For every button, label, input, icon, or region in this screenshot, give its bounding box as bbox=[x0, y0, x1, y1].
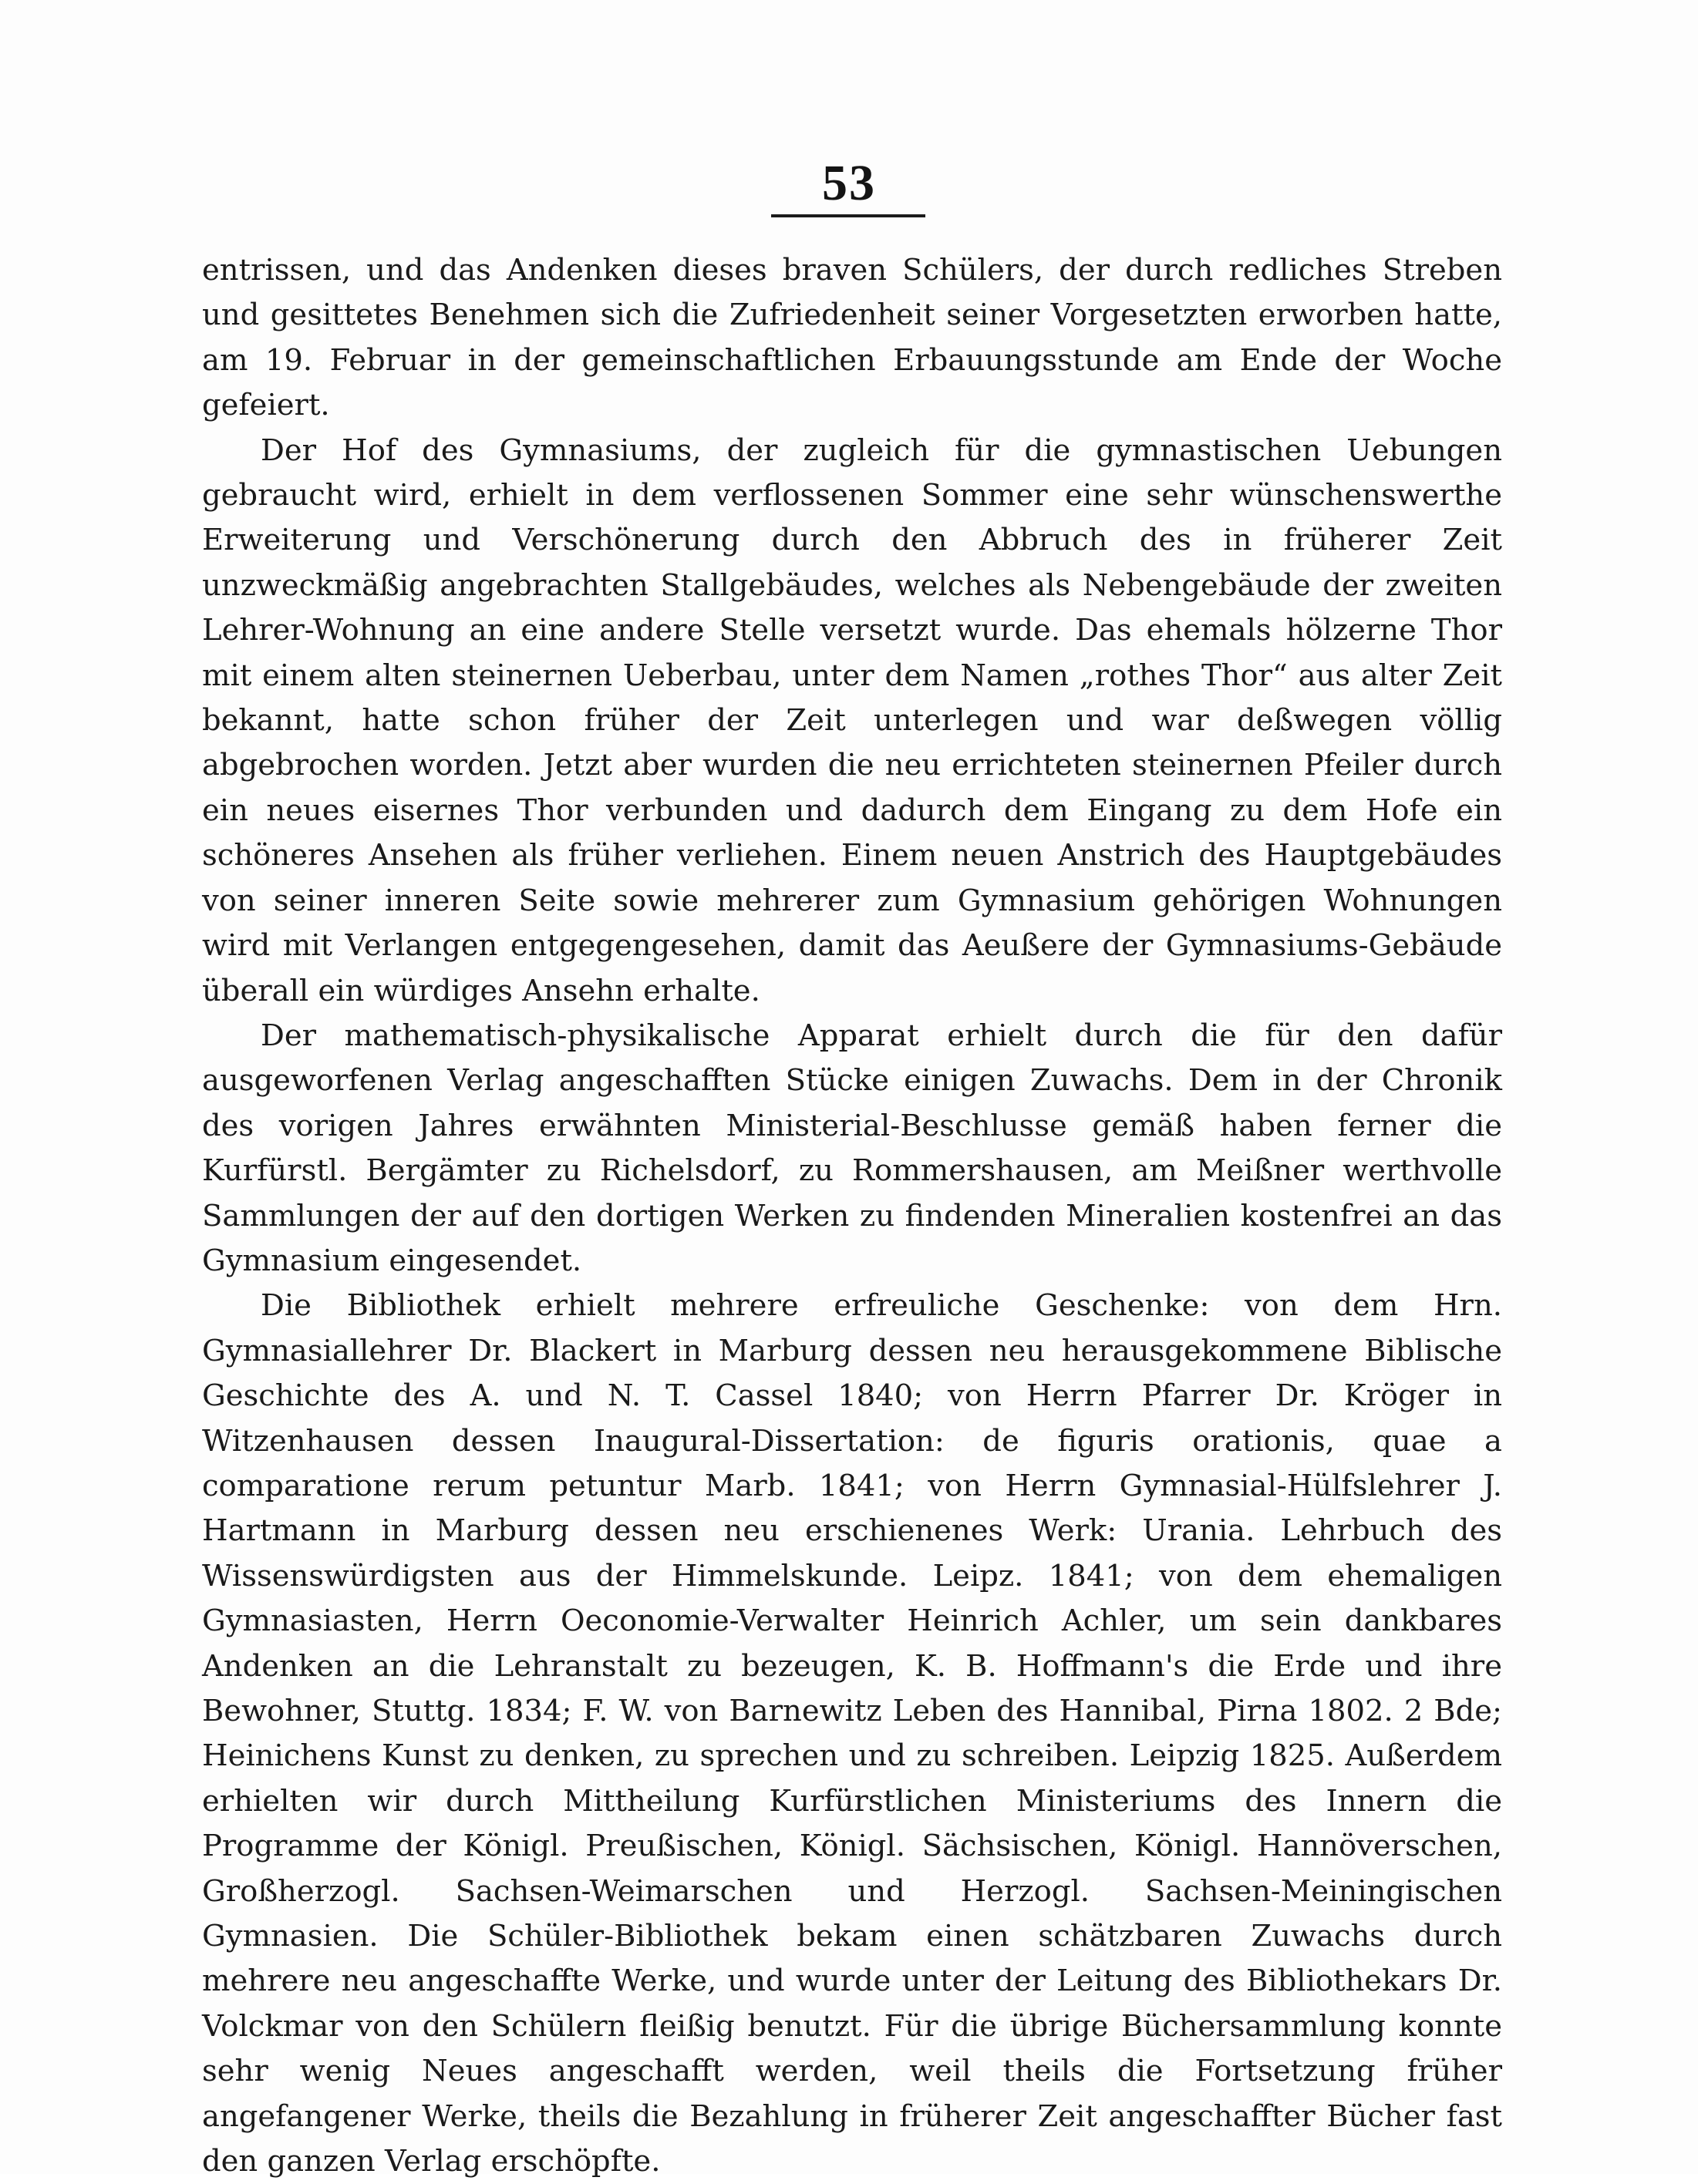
page-number: 53 bbox=[822, 155, 876, 211]
paragraph-3: Der mathematisch-physikalische Apparat erhielt durch die für den dafür ausgeworfenen Verlag angeschafften Stücke einigen Zuwachs. Dem in der Chronik des vorigen Jahres erwähnten Ministerial-Beschlusse gemäß haben ferner die Kurfürstl. Bergämter zu Richelsdorf, zu Rommershausen, am Meißner werthvolle Sammlungen der auf den dortigen Werken zu findenden Mineralien kostenfrei an das Gymnasium eingesendet. bbox=[202, 1018, 1502, 1278]
paragraph-2: Der Hof des Gymnasiums, der zugleich für die gymnastischen Uebungen gebraucht wird, erhielt in dem verflossenen Sommer eine sehr wünschenswerthe Erweiterung und Verschönerung durch den Abbruch des in früherer Zeit unzweckmäßig angebrachten Stallgebäudes, welches als Nebengebäude der zweiten Lehrer-Wohnung an eine andere Stelle versetzt wurde. Das ehemals hölzerne Thor mit einem alten steinernen Ueberbau, unter dem Namen „rothes Thor“ aus alter Zeit bekannt, hatte schon früher der Zeit unterlegen und war deßwegen völlig abgebrochen worden. Jetzt aber wurden die neu errichteten steinernen Pfeiler durch ein neues eisernes Thor verbunden und dadurch dem Eingang zu dem Hofe ein schöneres Ansehen als früher verliehen. Einem neuen Anstrich des Hauptgebäudes von seiner inneren Seite sowie mehrerer zum Gymnasium gehörigen Wohnungen wird mit Verlangen entgegengesehen, damit das Aeußere der Gymnasiums-Gebäude überall ein würdiges Ansehn erhalte. bbox=[202, 432, 1502, 1008]
paragraph-4: Die Bibliothek erhielt mehrere erfreuliche Geschenke: von dem Hrn. Gymnasiallehrer Dr. Blackert in Marburg dessen neu herausgekommene Biblische Geschichte des A. und N. T. Cassel 1840; von Herrn Pfarrer Dr. Kröger in Witzenhausen dessen Inaugural-Dissertation: de figuris orationis, quae a comparatione rerum petuntur Marb. 1841; von Herrn Gymnasial-Hülfslehrer J. Hartmann in Marburg dessen neu erschienenes Werk: Urania. Lehrbuch des Wissenswürdigsten aus der Himmelskunde. Leipz. 1841; von dem ehemaligen Gymnasiasten, Herrn Oeconomie-Verwalter Heinrich Achler, um sein dankbares Andenken an die Lehranstalt zu bezeugen, K. B. Hoffmann's die Erde und ihre Bewohner, Stuttg. 1834; F. W. von Barnewitz Leben des Hannibal, Pirna 1802. 2 Bde; Heinichens Kunst zu denken, zu sprechen und zu schreiben. Leipzig 1825. Außerdem erhielten wir durch Mittheilung Kurfürstlichen Ministeriums des Innern die Programme der Königl. Preußischen, Königl. Sächsischen, Königl. Hannöverschen, Großherzogl. Sachsen-Weimarschen und Herzogl. Sachsen-Meiningischen Gymnasien. Die Schüler-Bibliothek bekam einen schätzbaren Zuwachs durch mehrere neu angeschaffte Werke, und wurde unter der Leitung des Bibliothekars Dr. Volckmar von den Schülern fleißig benutzt. Für die übrige Büchersammlung konnte sehr wenig Neues angeschafft werden, weil theils die Fortsetzung früher angefangener Werke, theils die Bezahlung in früherer Zeit angeschaffter Bücher fast den ganzen Verlag erschöpfte. bbox=[202, 1288, 1502, 2179]
body-text bbox=[202, 248, 1502, 2184]
page-header bbox=[0, 155, 1698, 211]
paragraph-1: entrissen, und das Andenken dieses braven Schülers, der durch redliches Streben und gesittetes Benehmen sich die Zufriedenheit seiner Vorgesetzten erworben hatte, am 19. Februar in der gemeinschaftlichen Erbauungsstunde am Ende der Woche gefeiert. bbox=[202, 253, 1502, 423]
header-rule bbox=[771, 214, 925, 217]
